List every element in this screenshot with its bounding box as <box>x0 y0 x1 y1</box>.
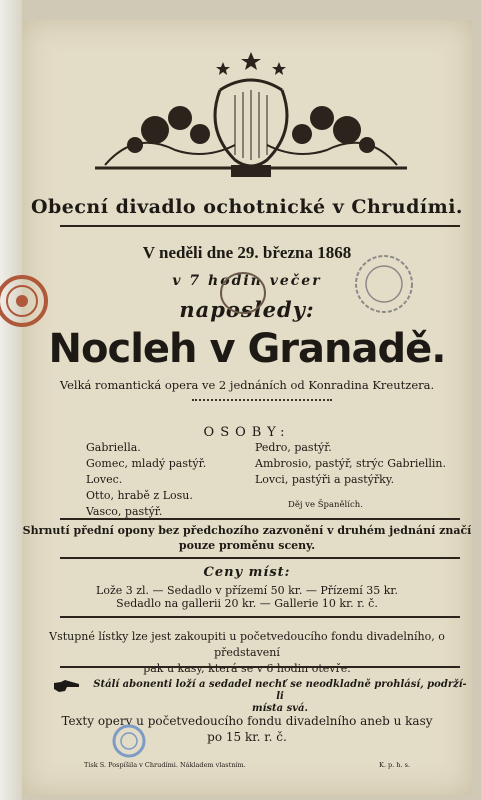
divider <box>60 518 460 520</box>
ticket-line: Vstupné lístky lze jest zakoupiti u početvedoucího fondu divadelního, o představení <box>49 630 445 659</box>
pointing-hand-icon <box>53 679 81 693</box>
cast-item: Lovec. <box>86 473 123 486</box>
price-line: Sedadlo na gallerii 20 kr. — Gallerie 10 kr. r. č. <box>116 597 378 610</box>
red-stamp-icon <box>0 268 48 334</box>
cast-item: Lovci, pastýři a pastýřky. <box>255 473 395 486</box>
ticket-line: pak u kasy, která se v 6 hodin otevře. <box>143 662 351 675</box>
cast-list-right <box>255 440 446 488</box>
printer-credit: Tisk S. Pospíšila v Chrudími. Nákladem vlastním. <box>84 761 246 769</box>
last-performance-label: naposledy: <box>179 297 315 322</box>
opera-title: Nocleh v Granadě. <box>48 326 446 372</box>
footer-mark: K. p. h. s. <box>379 761 411 769</box>
prices-heading: Ceny míst: <box>203 565 291 580</box>
curtain-note-line: pouze proměnu sceny. <box>178 539 316 552</box>
cast-item: Gomec, mladý pastýř. <box>86 457 207 470</box>
cast-item: Gabriella. <box>86 441 141 454</box>
ticket-info <box>22 629 472 677</box>
background-card-edge <box>0 0 22 800</box>
subscriber-notice <box>90 679 470 715</box>
subscriber-line: Stálí abonenti loží a sedadel nechť se neodkladně prohlásí, podrží-li <box>93 679 467 702</box>
divider <box>60 557 460 559</box>
cast-heading: OSOBY: <box>203 425 291 440</box>
libretto-line: Texty opery u početvedoucího fondu divadelního aneb u kasy <box>61 714 433 728</box>
divider <box>60 666 460 668</box>
blue-stamp-icon <box>112 724 146 758</box>
price-line: Lože 3 zl. — Sedadlo v přízemí 50 kr. — Přízemí 35 kr. <box>96 584 398 597</box>
dotted-divider <box>192 399 332 401</box>
subscriber-line: místa svá. <box>252 703 308 714</box>
opera-subtitle: Velká romantická opera ve 2 jednáních od Konradina Kreutzera. <box>59 378 435 392</box>
performance-date: V neděli dne 29. března 1868 <box>142 243 352 262</box>
curtain-note-line: Shrnutí přední opony bez předchozího zazvonění v druhém jednání značí <box>22 524 472 537</box>
cast-item: Vasco, pastýř. <box>86 505 163 518</box>
cast-item: Ambrosio, pastýř, strýc Gabriellin. <box>255 457 447 470</box>
cast-item: Pedro, pastýř. <box>255 441 332 454</box>
price-list <box>22 584 472 610</box>
libretto-note <box>22 713 472 745</box>
cast-item: Otto, hrabě z Losu. <box>86 489 193 502</box>
curtain-note <box>22 523 472 553</box>
lyre-ornament-icon <box>95 50 407 190</box>
libretto-line: po 15 kr. r. č. <box>207 730 287 744</box>
cast-list-left <box>86 440 206 520</box>
oval-stamp-icon <box>218 268 268 318</box>
theatre-name: Obecní divadlo ochotnické v Chrudími. <box>30 196 464 218</box>
setting-note: Děj ve Španělích. <box>288 500 363 510</box>
performance-time: v 7 hodin večer <box>172 273 322 289</box>
gray-postmark-icon <box>352 252 416 316</box>
divider <box>60 616 460 618</box>
divider <box>60 225 460 227</box>
